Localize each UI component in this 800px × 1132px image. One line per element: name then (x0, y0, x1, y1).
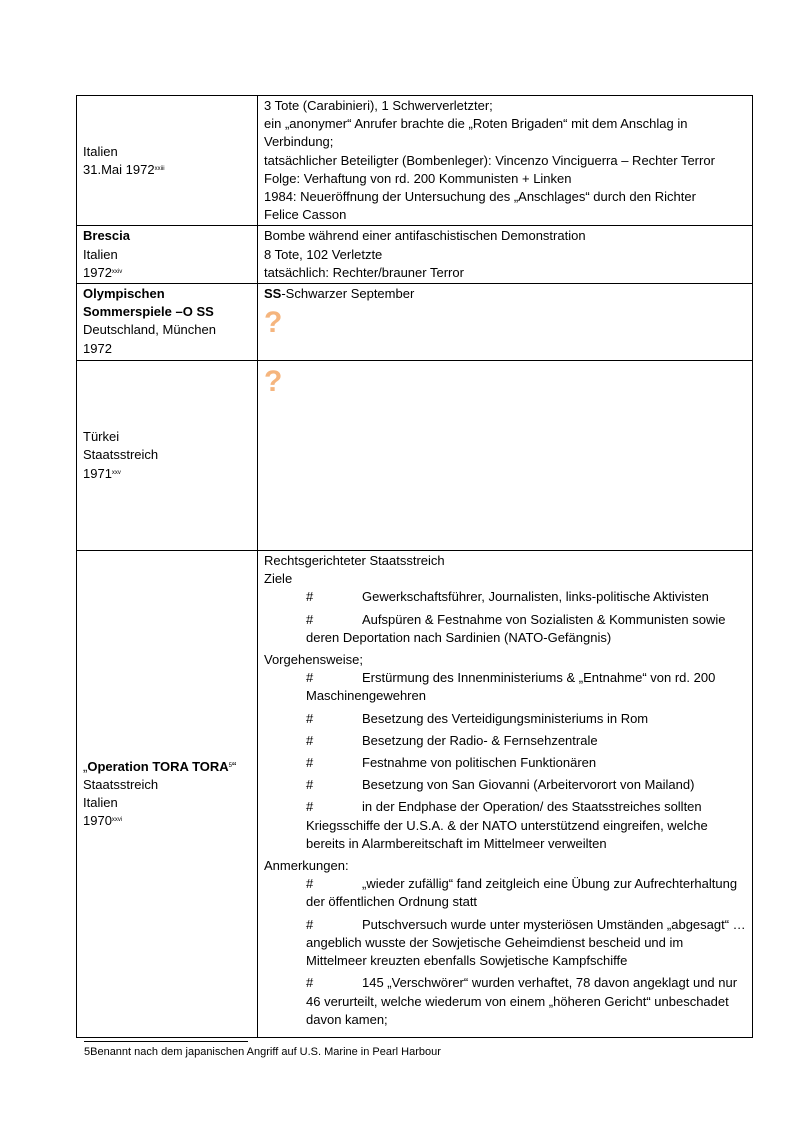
detail-line: Verbindung; (264, 134, 334, 150)
endnote-ref[interactable]: xxv (111, 469, 121, 476)
event-title: Brescia (83, 228, 130, 244)
row-label-cell (77, 284, 258, 361)
row-detail-cell (258, 96, 753, 226)
table-row (77, 284, 753, 361)
date: 1971$^{xxv}$ (83, 465, 121, 481)
row-label-cell (77, 96, 258, 226)
section-label: Vorgehensweise; (264, 652, 364, 668)
list-item: # Besetzung von San Giovanni (Arbeitervorort von Mailand) (306, 777, 695, 793)
list-item: # Putschversuch wurde unter mysteriösen Umständen „abgesagt“ … angeblich wusste der Sowjetische Geheimdienst bescheid und im Mittelmeer kreuzten ebenfalls Sowjetische Kampfschiffe (306, 916, 746, 969)
row-detail-cell (258, 226, 753, 284)
country: Italien (83, 795, 118, 811)
events-table (76, 95, 753, 1038)
list-item: # Aufspüren & Festnahme von Sozialisten & Kommunisten sowie deren Deportation nach Sardinien (NATO-Gefängnis) (306, 611, 726, 645)
location: Deutschland, München (83, 322, 216, 338)
question-mark-icon: ? (264, 306, 283, 340)
footnote: 5Benannt nach dem japanischen Angriff auf U.S. Marine in Pearl Harbour (84, 1046, 441, 1058)
detail-line: Felice Casson (264, 207, 347, 223)
country: Türkei (83, 429, 120, 445)
detail-line: 8 Tote, 102 Verletzte (264, 246, 383, 262)
date: 1970$^{xxvi}$ (83, 813, 123, 829)
list-item: # Gewerkschaftsführer, Journalisten, links-politische Aktivisten (306, 589, 709, 605)
table-row (77, 226, 753, 284)
detail-line: SS-Schwarzer September (264, 286, 415, 302)
section-label: Anmerkungen: (264, 858, 349, 874)
date: 31.Mai $1972^{xxiii}$ (83, 161, 165, 177)
detail-line: Folge: Verhaftung von rd. 200 Kommunisten + Linken (264, 170, 572, 186)
table-row (77, 551, 753, 1038)
footnote-ref[interactable]: 5 (228, 762, 233, 769)
list-item: # „wieder zufällig“ fand zeitgleich eine Übung zur Aufrechterhaltung der öffentlichen Ordnung statt (306, 876, 738, 910)
row-label-cell (77, 551, 258, 1038)
date: 1972$^{xxiv}$ (83, 264, 123, 280)
row-detail-cell (258, 551, 753, 1038)
country: Italien (83, 143, 118, 159)
section-label: Ziele (264, 571, 293, 587)
event-title: „Operation TORA TORA$^5$“ (83, 758, 237, 774)
row-detail-cell (258, 284, 753, 361)
event-type: Staatsstreich (83, 776, 159, 792)
list-item: # Erstürmung des Innenministeriums & „Entnahme“ von rd. 200 Maschinengewehren (306, 670, 716, 704)
detail-line: 3 Tote (Carabinieri), 1 Schwerverletzter; (264, 98, 493, 113)
endnote-ref[interactable]: xxiv (111, 268, 123, 275)
detail-line: tatsächlicher Beteiligter (Bombenleger): Vincenzo Vinciguerra – Rechter Terror (264, 152, 715, 168)
row-label-cell (77, 226, 258, 284)
table-row (77, 96, 753, 226)
date: 1972 (83, 340, 112, 356)
event-type: Staatsstreich (83, 447, 159, 463)
list-item: # Besetzung der Radio- & Fernsehzentrale (306, 732, 598, 748)
detail-line: 1984: Neueröffnung der Untersuchung des „Anschlages“ durch den Richter (264, 189, 696, 205)
detail-line: ein „anonymer“ Anrufer brachte die „Roten Brigaden“ mit dem Anschlag in (264, 116, 688, 132)
detail-line: Bombe während einer antifaschistischen Demonstration (264, 228, 586, 244)
row-label-cell (77, 361, 258, 551)
event-title: Olympischen (83, 286, 165, 302)
endnote-ref[interactable]: xxiii (154, 165, 165, 172)
event-title: Sommerspiele –O SS (83, 304, 214, 320)
footnote-divider (84, 1041, 248, 1042)
list-item: # 145 „Verschwörer“ wurden verhaftet, 78 davon angeklagt und nur 46 verurteilt, welche wiederum von einem „höheren Gericht“ unbeschadet davon kamen; (306, 975, 738, 1027)
table-row (77, 361, 753, 551)
endnote-ref[interactable]: xxvi (111, 817, 123, 824)
list-item: # in der Endphase der Operation/ des Staatsstreiches sollten Kriegsschiffe der U.S.A. & der NATO unterstützend eingreifen, welche bereits in Alarmbereitschaft im Mittelmeer verweilten (306, 799, 708, 851)
list-item: # Festnahme von politischen Funktionären (306, 755, 597, 771)
row-detail-cell (258, 361, 753, 551)
list-item: # Besetzung des Verteidigungsministeriums in Rom (306, 710, 649, 726)
detail-line: tatsächlich: Rechter/brauner Terror (264, 264, 464, 280)
detail-line: Rechtsgerichteter Staatsstreich (264, 553, 445, 569)
country: Italien (83, 246, 118, 262)
question-mark-icon: ? (264, 365, 283, 399)
